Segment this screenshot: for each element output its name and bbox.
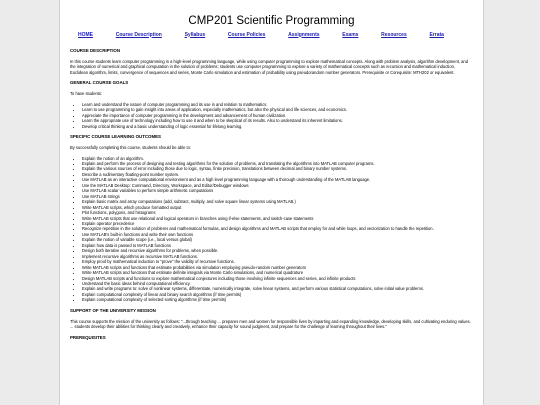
list-item: • Plot functions, polygons, and histograms — [82, 210, 472, 215]
list-item: • Use the MATLAB Desktop: Command, Directory, Workspace, and Editor/Debugger windows — [82, 183, 472, 188]
list-item: • Write MATLAB scripts, which produce formatted output — [82, 205, 472, 210]
learning-outcomes-list — [70, 156, 472, 303]
list-item: • Use MATLAB's built-in functions and write their own functions — [82, 232, 472, 237]
course-goals-intro: To have students: — [70, 91, 103, 97]
list-item: • Learn to use programming to gain insight into areas of application, especially mathematics, but also the physical and life sciences, and economics. — [82, 107, 472, 112]
list-item: • Develop critical thinking and a basic understanding of logic essential for lifelong learning. — [82, 124, 472, 129]
nav-link-assignments[interactable]: Assignments — [288, 31, 320, 38]
list-item: • Learn the appropriate use of technology including how to use it and when to be skeptical of its results. Also to understand its inherent limitations. — [82, 118, 472, 123]
university-mission-heading: SUPPORT OF THE UNIVERSITY MISSION — [70, 307, 156, 313]
list-item: • Explain computational complexity of linear and binary search algorithms (if time permits) — [82, 292, 472, 297]
nav-link-resources[interactable]: Resources — [381, 31, 407, 38]
nav-link-home[interactable]: HOME — [78, 31, 93, 38]
course-description-text: In this course students learn computer programming in a high-level programming language, while using computer programming to explore mathematical concepts. Along with problem analysis, algorithm development, and the integration of numerical and graphical computation in the solution of problems; students use computer programming to explore a variety of mathematical concepts such as recursion and mathematical induction, Euclidean algorithm, limits, convergence of sequences and series, Monte Carlo simulation and estimation of probability using pseudorandom number generators. Prerequisite or Corequisite: MTH202 or equivalent. — [70, 59, 468, 75]
list-item: • Explain how data is passed to MATLAB functions — [82, 243, 472, 248]
nav-link-course-policies[interactable]: Course Policies — [227, 31, 266, 38]
list-item: • Write MATLAB scripts and functions that estimate definite integrals via Monte Carlo simulations, and numerical quadrature — [82, 270, 472, 275]
course-description-heading: COURSE DESCRIPTION — [70, 48, 121, 53]
list-item: • Explain the notion of variable scope (i.e., local versus global) — [82, 237, 472, 242]
page-title: CMP201 Scientific Programming — [188, 15, 355, 27]
nav-link-course-description[interactable]: Course Description — [115, 31, 162, 38]
university-mission-text: This course supports the mission of the university as follows: "...through teaching ... prepares men and women for responsible lives by imparting and expanding knowledge, developing skills, and cultivating enduring values. ... students develop their abilities for thinking clearly and creatively, enhance their capacity for sound judgment, and prepare for the challenge of learning throughout their lives." — [70, 318, 471, 330]
course-goals-heading: GENERAL COURSE GOALS — [70, 80, 129, 86]
list-item: • Implement recursive algorithms as recursive MATLAB functions. — [82, 254, 472, 259]
list-item: • Write MATLAB scripts that use relational and logical operators in branches using if-else statements, and switch-case statements — [82, 216, 472, 221]
list-item: • Understand the basic ideas behind computational efficiency. — [82, 281, 472, 286]
nav-link-errata[interactable]: Errata — [429, 31, 444, 38]
page-container — [59, 0, 484, 405]
list-item: • Use MATLAB as an interactive computational environment and as a high level programming language with a thorough understanding of the MATLAB language. — [82, 177, 472, 182]
list-item: • Explain computational complexity of selected sorting algorithms (if time permits) — [82, 297, 472, 302]
list-item: • Explain and perform the process of designing and testing algorithms for the solution of problems, and translating the algorithms into MATLAB computer programs. — [82, 161, 472, 166]
list-item: • Explain the various sources of error including those due to logic, syntax, finite precision, translations between decimal and binary number systems. — [82, 166, 472, 171]
list-item: • Describe a rudimentary floating-point number system. — [82, 172, 472, 177]
prerequisites-heading: PREREQUISITES — [70, 334, 106, 340]
list-item: • Explain and write programs to: solve of nonlinear systems, differentiate, numerically integrate, solve linear systems, and perform various statistical computations, solve initial value problems. — [82, 286, 472, 291]
list-item: • Explain operator precedence — [82, 221, 472, 226]
list-item: • Design both iterative and recursive algorithms for problems, when possible. — [82, 248, 472, 253]
list-item: • Appreciate the importance of computer programming in the development and advancement of human civilization. — [82, 113, 472, 118]
list-item: • Design MATLAB scripts and functions to explore mathematical conjectures including those involving infinite sequences and series, and infinite products — [82, 276, 472, 281]
list-item: • Use MATLAB scalar variables to perform simple arithmetic computations — [82, 188, 472, 193]
list-item: • Explain basic matrix and array computations (add, subtract, multiply, and solve square linear systems using MATLAB.) — [82, 199, 472, 204]
list-item: • Write MATLAB scripts and functions that estimate probabilities via simulation employing pseudo-random number generators — [82, 265, 472, 270]
list-item: • Explain the notion of an algorithm. — [82, 156, 472, 161]
list-item: • Recognize repetition in the solution of problems and mathematical formulas, and design algorithms and MATLAB scripts that employ for and while loops, and vectorization to handle the repetition. — [82, 226, 472, 231]
main-content — [70, 48, 472, 346]
learning-outcomes-intro: By successfully completing this course, students should be able to: — [70, 145, 192, 151]
list-item: • Learn and understand the nature of computer programming and its use in and relation to mathematics. — [82, 102, 472, 107]
nav-bar — [64, 30, 478, 39]
course-goals-list — [70, 102, 472, 129]
nav-link-exams[interactable]: Exams — [342, 31, 359, 38]
nav-link-syllabus[interactable]: Syllabus — [184, 31, 206, 38]
learning-outcomes-heading: SPECIFIC COURSE LEARNING OUTCOMES — [70, 134, 161, 140]
list-item: • Use MATLAB strings — [82, 194, 472, 199]
list-item: • Employ proof by mathematical induction to "prove" the validity of recursive functions. — [82, 259, 472, 264]
